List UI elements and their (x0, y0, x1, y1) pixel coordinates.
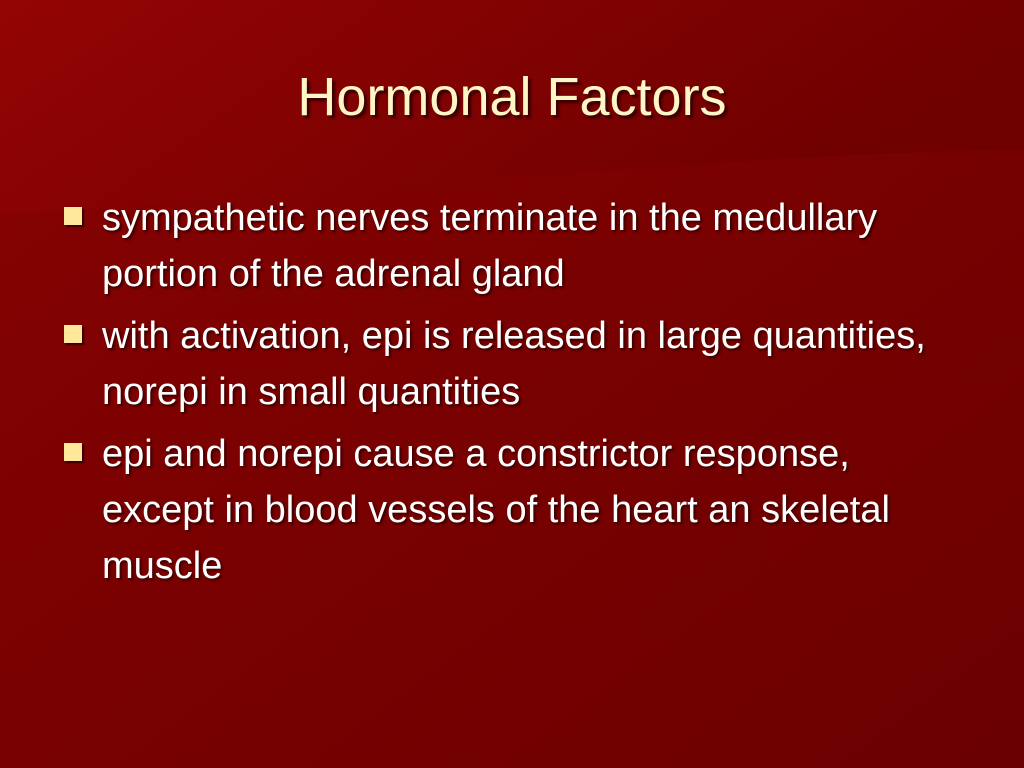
bullet-item (62, 190, 962, 302)
bullet-list (62, 190, 962, 600)
square-bullet-icon (64, 325, 82, 343)
bullet-text: with activation, epi is released in large quantities, norepi in small quantities (102, 315, 926, 413)
square-bullet-icon (64, 443, 82, 461)
bullet-item (62, 426, 962, 594)
bullet-text: epi and norepi cause a constrictor response, except in blood vessels of the heart an skeletal muscle (102, 433, 890, 587)
slide-title: Hormonal Factors (297, 67, 727, 127)
bullet-item (62, 308, 962, 420)
bullet-text: sympathetic nerves terminate in the medullary portion of the adrenal gland (102, 197, 878, 295)
square-bullet-icon (64, 207, 82, 225)
